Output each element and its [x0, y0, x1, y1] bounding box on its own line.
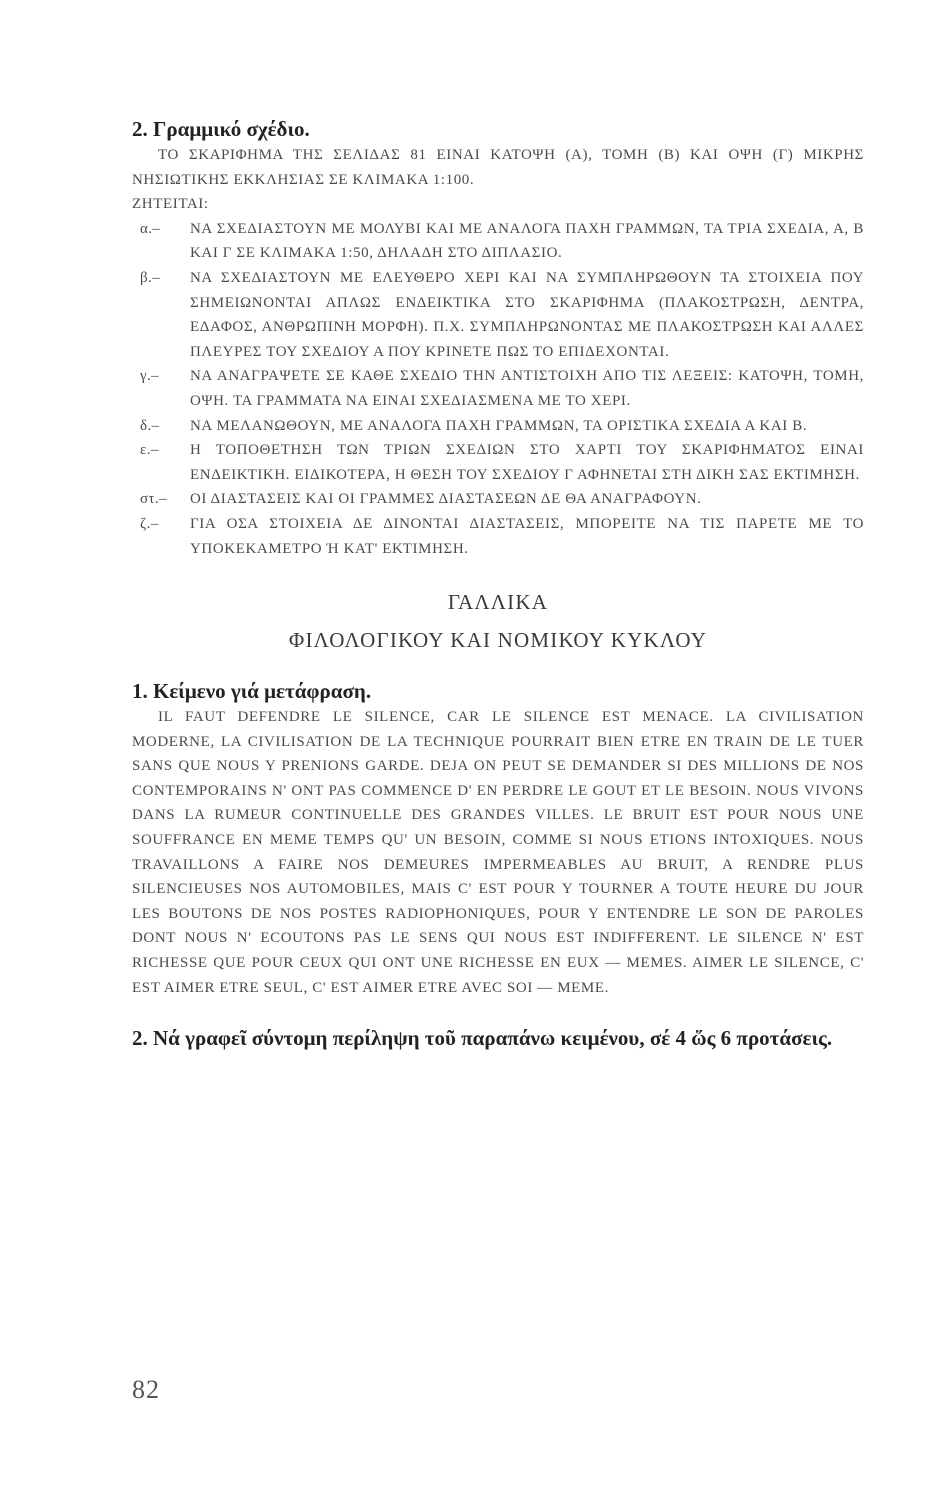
list-marker: στ.– — [140, 491, 167, 508]
list-item — [132, 364, 864, 413]
french-passage: IL FAUT DEFENDRE LE SILENCE, CAR LE SILENCE EST MENACE. LA CIVILISATION MODERNE, LA CIVILISATION DE LA TECHNIQUE POURRAIT BIEN ETRE EN TRAIN DE LE TUER SANS QUE NOUS Y PRENIONS GARDE. DEJA ON PEUT SE DEMANDER SI DES MILLIONS DE NOS CONTEMPORAINS N' ONT PAS COMMENCE D' EN PERDRE LE GOUT ET LE BESOIN. NOUS VIVONS DANS LA RUMEUR CONTINUELLE DES GRANDES VILLES. LE BRUIT EST POUR NOUS UNE SOUFFRANCE EN MEME TEMPS QU' UN BESOIN, COMME SI NOUS ETIONS INTOXIQUES. NOUS TRAVAILLONS A FAIRE NOS DEMEURES IMPERMEABLES AU BRUIT, A RENDRE PLUS SILENCIEUSES NOS AUTOMOBILES, MAIS C' EST POUR Y TOURNER A TOUTE HEURE DU JOUR LES BOUTONS DE NOS POSTES RADIOPHONIQUES, POUR Y ENTENDRE LE SON DE PAROLES DONT NOUS N' ECOUTONS PAS LE SENS QUI NOUS EST INDIFFERENT. LE SILENCE N' EST RICHESSE QUE POUR CEUX QUI ONT UNE RICHESSE EN EUX — MEMES. AIMER LE SILENCE, C' EST AIMER ETRE SEUL, C' EST AIMER ETRE AVEC SOI — MEME. — [132, 709, 864, 996]
document-page — [132, 115, 864, 1052]
section-subtitle-cycle: ΦΙΛΟΛΟΓΙΚΟΥ ΚΑΙ ΝΟΜΙΚΟΥ ΚΥΚΛΟΥ — [288, 628, 708, 653]
list-marker: β.– — [140, 269, 161, 286]
list-marker: ε.– — [140, 442, 159, 459]
list-item-text: ΟΙ ΔΙΑΣΤΑΣΕΙΣ ΚΑΙ ΟΙ ΓΡΑΜΜΕΣ ΔΙΑΣΤΑΣΕΩΝ ΔΕ ΘΑ ΑΝΑΓΡΑΦΟΥΝ. — [190, 491, 702, 508]
list-item-text: ΓΙΑ ΟΣΑ ΣΤΟΙΧΕΙΑ ΔΕ ΔΙΝΟΝΤΑΙ ΔΙΑΣΤΑΣΕΙΣ, ΜΠΟΡΕΙΤΕ ΝΑ ΤΙΣ ΠΑΡΕΤΕ ΜΕ ΤΟ ΥΠΟΚΕΚΑΜΕΤΡΟ Ή ΚΑΤ' ΕΚΤΙΜΗΣΗ. — [190, 515, 864, 557]
requirement-label: ΖΗΤΕΙΤΑΙ: — [132, 196, 209, 213]
section-title-french: ΓΑΛΛΙΚΑ — [447, 590, 549, 615]
list-item — [132, 512, 864, 561]
list-marker: γ.– — [140, 368, 160, 385]
list-item-text: Η ΤΟΠΟΘΕΤΗΣΗ ΤΩΝ ΤΡΙΩΝ ΣΧΕΔΙΩΝ ΣΤΟ ΧΑΡΤΙ ΤΟΥ ΣΚΑΡΙΦΗΜΑΤΟΣ ΕΙΝΑΙ ΕΝΔΕΙΚΤΙΚΗ. ΕΙΔΙΚΟΤΕΡΑ, Η ΘΕΣΗ ΤΟΥ ΣΧΕΔΙΟΥ Γ ΑΦΗΝΕΤΑΙ ΣΤΗ ΔΙΚΗ ΣΑΣ ΕΚΤΙΜΗΣΗ. — [190, 442, 864, 483]
list-item-text: ΝΑ ΣΧΕΔΙΑΣΤΟΥΝ ΜΕ ΕΛΕΥΘΕΡΟ ΧΕΡΙ ΚΑΙ ΝΑ ΣΥΜΠΛΗΡΩΘΟΥΝ ΤΑ ΣΤΟΙΧΕΙΑ ΠΟΥ ΣΗΜΕΙΩΝΟΝΤΑΙ ΑΠΛΩΣ ΕΝΔΕΙΚΤΙΚΑ ΣΤΟ ΣΚΑΡΙΦΗΜΑ (ΠΛΑΚΟΣΤΡΩΣΗ, ΔΕΝΤΡΑ, ΕΔΑΦΟΣ, ΑΝΘΡΩΠΙΝΗ ΜΟΡΦΗ). Π.Χ. ΣΥΜΠΛΗΡΩΝΟΝΤΑΣ ΜΕ ΠΛΑΚΟΣΤΡΩΣΗ ΚΑΙ ΑΛΛΕΣ ΠΛΕΥΡΕΣ ΤΟΥ ΣΧΕΔΙΟΥ Α ΠΟΥ ΚΡΙΝΕΤΕ ΠΩΣ ΤΟ ΕΠΙΔΕΧΟΝΤΑΙ. — [190, 269, 864, 360]
requirement-list — [132, 217, 864, 561]
list-marker: δ.– — [140, 417, 160, 434]
heading-translation-text: 1. Κείμενο γιά μετάφραση. — [132, 679, 372, 704]
heading-linear-drawing: 2. Γραμμικό σχέδιο. — [132, 117, 310, 141]
list-item — [132, 414, 864, 439]
list-item-text: ΝΑ ΣΧΕΔΙΑΣΤΟΥΝ ΜΕ ΜΟΛΥΒΙ ΚΑΙ ΜΕ ΑΝΑΛΟΓΑ ΠΑΧΗ ΓΡΑΜΜΩΝ, ΤΑ ΤΡΙΑ ΣΧΕΔΙΑ, Α, Β ΚΑΙ Γ ΣΕ ΚΛΙΜΑΚΑ 1:50, ΔΗΛΑΔΗ ΣΤΟ ΔΙΠΛΑΣΙΟ. — [190, 220, 864, 262]
list-item-text: ΝΑ ΑΝΑΓΡΑΨΕΤΕ ΣΕ ΚΑΘΕ ΣΧΕΔΙΟ ΤΗΝ ΑΝΤΙΣΤΟΙΧΗ ΑΠΟ ΤΙΣ ΛΕΞΕΙΣ: ΚΑΤΟΨΗ, ΤΟΜΗ, ΟΨΗ. ΤΑ ΓΡΑΜΜΑΤΑ ΝΑ ΕΙΝΑΙ ΣΧΕΔΙΑΣΜΕΝΑ ΜΕ ΤΟ ΧΕΡΙ. — [190, 368, 864, 409]
list-item — [132, 438, 864, 487]
list-item-text: ΝΑ ΜΕΛΑΝΩΘΟΥΝ, ΜΕ ΑΝΑΛΟΓΑ ΠΑΧΗ ΓΡΑΜΜΩΝ, ΤΑ ΟΡΙΣΤΙΚΑ ΣΧΕΔΙΑ Α ΚΑΙ Β. — [190, 417, 808, 434]
list-item — [132, 266, 864, 364]
page-number: 82 — [132, 1375, 160, 1404]
list-marker: ζ.– — [140, 515, 159, 532]
list-marker: α.– — [140, 220, 161, 237]
drawing-intro: ΤΟ ΣΚΑΡΙΦΗΜΑ ΤΗΣ ΣΕΛΙΔΑΣ 81 ΕΙΝΑΙ ΚΑΤΟΨΗ (Α), ΤΟΜΗ (Β) ΚΑΙ ΟΨΗ (Γ) ΜΙΚΡΗΣ ΝΗΣΙΩΤΙΚΗΣ ΕΚΚΛΗΣΙΑΣ ΣΕ ΚΛΙΜΑΚΑ 1:100. — [132, 147, 864, 188]
list-item — [132, 487, 864, 512]
heading-summary-question: 2. Νά γραφεῖ σύντομη περίληψη τοῦ παραπάνω κειμένου, σέ 4 ὥς 6 προτάσεις. — [132, 1026, 833, 1051]
list-item — [132, 217, 864, 266]
